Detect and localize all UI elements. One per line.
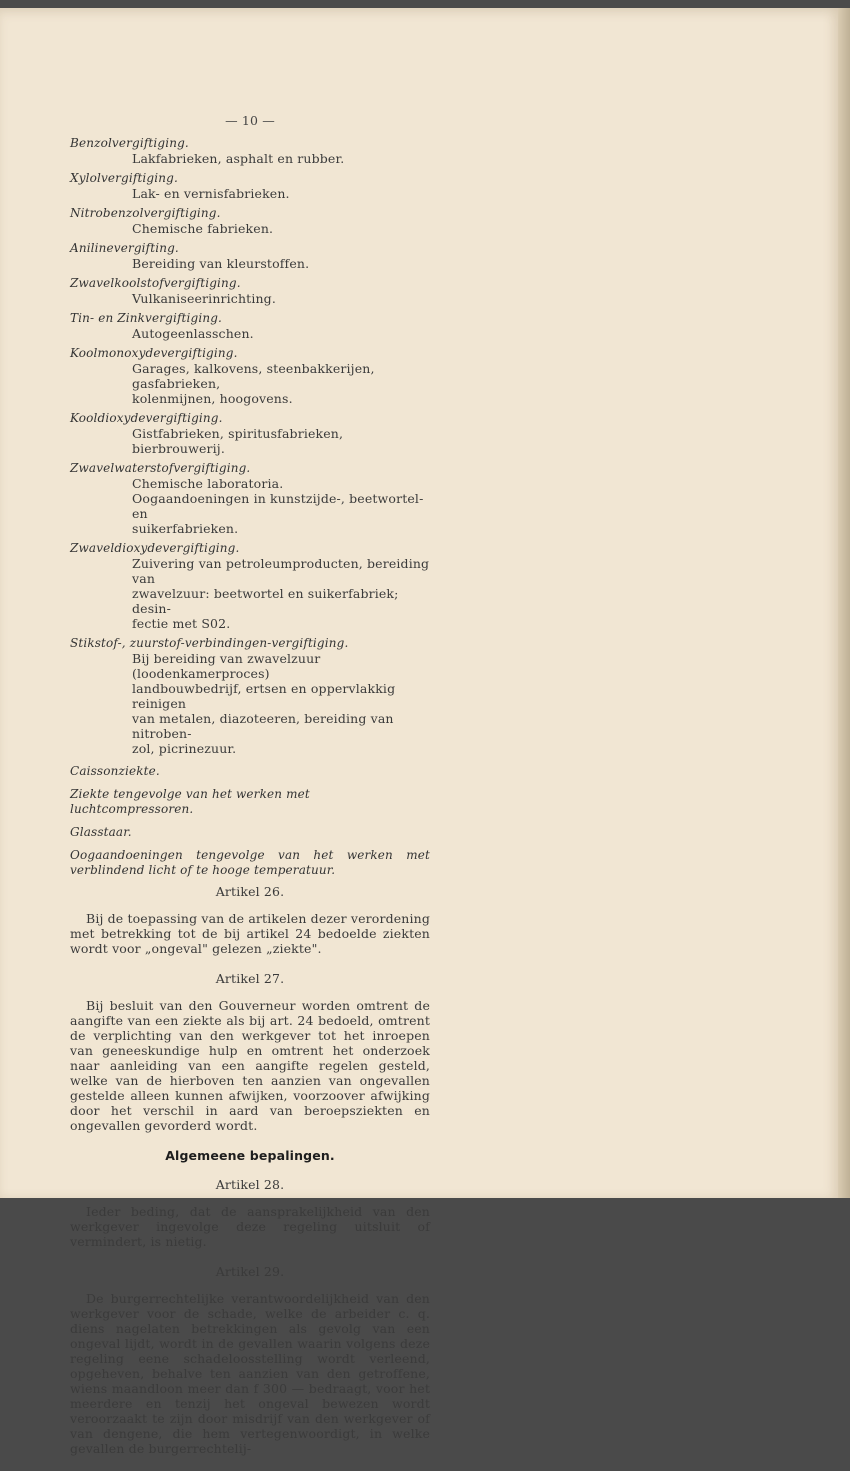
entry-line: van metalen, diazoteeren, bereiding van nitroben- <box>132 711 394 741</box>
entry-line: kolenmijnen, hoogovens. <box>132 391 293 406</box>
entry-line: Zuivering van petroleumproducten, bereiding van <box>132 556 430 586</box>
entry-line: landbouwbedrijf, ertsen en oppervlakkig reinigen <box>132 681 396 711</box>
entry-line: Bereiding van kleurstoffen. <box>132 256 310 271</box>
entry-heading: Zwavelwaterstofvergiftiging. <box>70 461 251 475</box>
article-26-title: Artikel 26. <box>215 884 285 899</box>
entry-heading: Nitrobenzolvergiftiging. <box>70 206 221 220</box>
entry-heading: Kooldioxydevergiftiging. <box>70 411 223 425</box>
heading-luchtcompressoren: Ziekte tengevolge van het werken met luchtcompressoren. <box>70 787 310 816</box>
entry-line: Oogaandoeningen in kunstzijde-, beetwortel- en <box>132 491 424 521</box>
entry-line: fectie met S02. <box>132 616 231 631</box>
entry-heading: Stikstof-, zuurstof-verbindingen-vergiftiging. <box>70 636 349 650</box>
entry-items <box>70 426 430 456</box>
entry-line: Bij bereiding van zwavelzuur (loodenkamerproces) <box>132 651 321 681</box>
article-27-title: Artikel 27. <box>215 971 285 986</box>
page-number: — 10 — <box>225 113 275 128</box>
article-29-text: De burgerrechtelijke verantwoordelijkheid van den werkgever voor de schade, welke de arbeider c. q. diens nagelaten betrekkingen als gevolg van een ongeval lijdt, wordt in de gevallen waarin volgens deze regeling eene schadeloosstelling wordt verleend, opgeheven, behalve ten aanzien van den getroffene, wiens maandloon meer dan f 300 — bedraagt, voor het meerdere en tenzij het ongeval bewezen wordt veroorzaakt te zijn door misdrijf van den werkgever of van dengene, die hem vertegenwoordigt, in welke gevallen de burgerrechtelij- <box>70 1291 430 1456</box>
entry-items <box>70 326 430 341</box>
entry-line: suikerfabrieken. <box>132 521 239 536</box>
document-page <box>0 8 838 1456</box>
heading-caisson: Caissonziekte. <box>70 764 160 778</box>
entry-heading: Anilinevergifting. <box>70 241 179 255</box>
section-heading: Algemeene bepalingen. <box>165 1148 335 1163</box>
article-28-title: Artikel 28. <box>215 1177 285 1192</box>
text-column <box>70 113 430 1471</box>
entry-line: Lakfabrieken, asphalt en rubber. <box>132 151 345 166</box>
article-28-text: Ieder beding, dat de aansprakelijkheid van den werkgever ingevolge deze regeling uitsluit of vermindert, is nietig. <box>70 1204 430 1249</box>
entry-items <box>70 291 430 306</box>
entry-items <box>70 221 430 236</box>
entry-line: Chemische fabrieken. <box>132 221 274 236</box>
entry-line: zwavelzuur: beetwortel en suikerfabriek; desin- <box>132 586 399 616</box>
article-27-text: Bij besluit van den Gouverneur worden omtrent de aangifte van een ziekte als bij art. 24 bedoeld, omtrent de verplichting van den werkgever tot het inroepen van geneeskundige hulp en omtrent het onderzoek naar aanleiding van een aangifte regelen gesteld, welke van de hierboven ten aanzien van ongevallen gestelde alleen kunnen afwijken, voorzoover afwijking door het verschil in aard van beroepsziekten en ongevallen gevorderd wordt. <box>70 998 430 1133</box>
page-edge <box>838 8 850 1198</box>
entry-items <box>70 476 430 536</box>
entry-line: zol, picrinezuur. <box>132 741 237 756</box>
heading-glasstaar: Glasstaar. <box>70 825 132 839</box>
entry-items <box>70 151 430 166</box>
entry-heading: Zwavelkoolstofvergiftiging. <box>70 276 241 290</box>
entry-items <box>70 186 430 201</box>
poisoning-list <box>70 136 430 756</box>
entry-items <box>70 256 430 271</box>
entry-line: Autogeenlasschen. <box>132 326 254 341</box>
entry-heading: Koolmonoxydevergiftiging. <box>70 346 238 360</box>
entry-line: Lak- en vernisfabrieken. <box>132 186 290 201</box>
entry-line: Garages, kalkovens, steenbakkerijen, gasfabrieken, <box>132 361 375 391</box>
entry-items <box>70 556 430 631</box>
entry-items <box>70 651 430 756</box>
entry-line: Vulkaniseerinrichting. <box>132 291 276 306</box>
entry-items <box>70 361 430 406</box>
article-29-title: Artikel 29. <box>215 1264 285 1279</box>
heading-oogaandoeningen: Oogaandoeningen tengevolge van het werken met verblindend licht of te hooge temperatuur. <box>70 848 430 877</box>
article-26-text: Bij de toepassing van de artikelen dezer verordening met betrekking tot de bij artikel 24 bedoelde ziekten wordt voor „ongeval" gelezen „ziekte". <box>70 911 430 956</box>
entry-heading: Benzolvergiftiging. <box>70 136 189 150</box>
entry-heading: Xylolvergiftiging. <box>70 171 178 185</box>
entry-line: Gistfabrieken, spiritusfabrieken, bierbrouwerij. <box>132 426 344 456</box>
entry-line: Chemische laboratoria. <box>132 476 284 491</box>
entry-heading: Tin- en Zinkvergiftiging. <box>70 311 222 325</box>
entry-heading: Zwaveldioxydevergiftiging. <box>70 541 240 555</box>
